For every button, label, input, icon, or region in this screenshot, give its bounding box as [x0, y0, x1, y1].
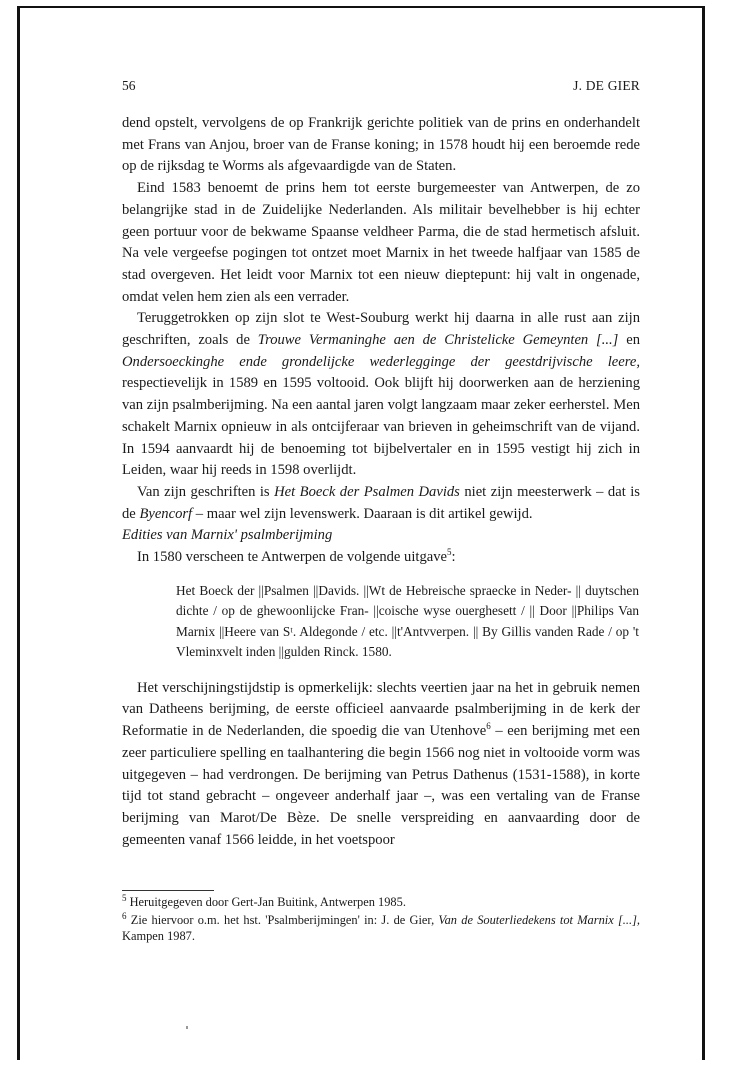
title-trouwe-vermaninghe: Trouwe Vermaninghe aen de Christelicke Gemeynten [...] — [257, 332, 619, 349]
paragraph-3: Teruggetrokken op zijn slot te West-Souburg werkt hij daarna in alle rust aan zijn geschriften, zoals de Trouwe Vermaninghe aen de Christelicke Gemeynten [...] en Ondersoeckinghe ende grondelijcke wederlegginge der geestdrijvische leere, respectievelijk in 1589 en 1595 voltooid. Ook blijft hij doorwerken aan de herziening van zijn psalmberijming. Na een aantal jaren volgt langzaam maar zeker eerherstel. Men schakelt Marnix opnieuw in als ontcijferaar van brieven in geheimschrift van de vijand. In 1594 aanvaardt hij de benoeming tot bijbelvertaler en in 1595 vestigt hij zich in Leiden, waar hij reeds in 1598 overlijdt. — [122, 310, 640, 479]
paragraph-2: Eind 1583 benoemt de prins hem tot eerste burgemeester van Antwerpen, de zo belangrijke stad in de Zuidelijke Nederlanden. Als militair bevelhebber is hij echter geen portuur voor de bekwame Spaanse veldheer Parma, die de stad hermetisch afsluit. Na vele vergeefse pogingen tot ontzet moet Marnix in het tweede halfjaar van 1585 de stad overgeven. Het leidt voor Marnix tot een nieuw dieptepunt: hij valt in ongenade, omdat velen hem zien als een verrader. — [122, 180, 640, 305]
paragraph-1: dend opstelt, vervolgens de op Frankrijk gerichte politiek van de prins en onderhandelt met Frans van Anjou, broer van de Franse koning; in 1578 houdt hij een beroemde rede op de rijksdag te Worms als afgevaardigde van de Staten. — [122, 115, 640, 175]
page-header — [122, 78, 640, 96]
footnote-ref-5[interactable]: 5 — [447, 547, 452, 558]
footnote-6: $^6$ Zie hiervoor o.m. het hst. 'Psalmberijmingen' in: J. de Gier, Van de Souterliedekens tot Marnix [...], Kampen 1987. — [122, 910, 640, 943]
paragraph-4: Van zijn geschriften is Het Boeck der Psalmen Davids niet zijn meesterwerk – dat is de Byencorf – maar wel zijn levenswerk. Daaraan is dit artikel gewijd. — [122, 483, 640, 522]
footnote-ref-6[interactable]: 6 — [486, 721, 491, 732]
footnote-rule — [122, 890, 214, 891]
body-text — [122, 113, 640, 851]
page-number: 56 — [122, 78, 136, 93]
title-page-transcription: Het Boeck der ||Psalmen ||Davids. ||Wt de Hebreische spraecke in Neder- || duytschen dichte / op de ghewoonlijcke Fran- ||coische wyse ouerghesett / || Door ||Philips Van Marnix ||Heere van Sᵗ. Aldegonde / etc. ||t'Antvverpen. || By Gillis vanden Rade / op 't Vleminxvelt inden ||gulden Rinck. 1580. — [176, 582, 639, 660]
footnote-5: $^5$ Heruitgegeven door Gert-Jan Buitink, Antwerpen 1985. — [122, 892, 406, 909]
title-byencorf: Byencorf — [139, 505, 193, 522]
title-boeck-der-psalmen: Het Boeck der Psalmen Davids — [274, 483, 460, 500]
running-head: J. DE GIER — [573, 78, 640, 93]
section-heading: Edities van Marnix' psalmberijming — [122, 527, 333, 544]
footnotes — [122, 894, 640, 946]
scan-speck — [186, 1026, 188, 1029]
title-ondersoeckinghe: Ondersoeckinghe ende grondelijcke wederlegginge der geestdrijvische leere, — [122, 353, 640, 370]
paragraph-6: Het verschijningstijdstip is opmerkelijk: slechts veertien jaar na het in gebruik nemen van Datheens berijming, de eerste officieel aanvaarde psalmberijming in de kerk der Reformatie in de Nederlanden, die spoedig die van Utenhove$^6$ – een berijming met een zeer particuliere spelling en taalhantering die begin 1566 nog niet in voltooide vorm was uitgegeven – had verdrongen. De berijming van Petrus Dathenus (1531-1588), in korte tijd tot stand gebracht – ongeveer anderhalf jaar –, was een vertaling van de Franse berijming van Marot/De Bèze. De snelle verspreiding en aanvaarding door de gemeenten vanaf 1566 leidde, in het voetspoor — [122, 679, 640, 848]
paragraph-5: In 1580 verscheen te Antwerpen de volgende uitgave$^5$: — [137, 547, 456, 566]
